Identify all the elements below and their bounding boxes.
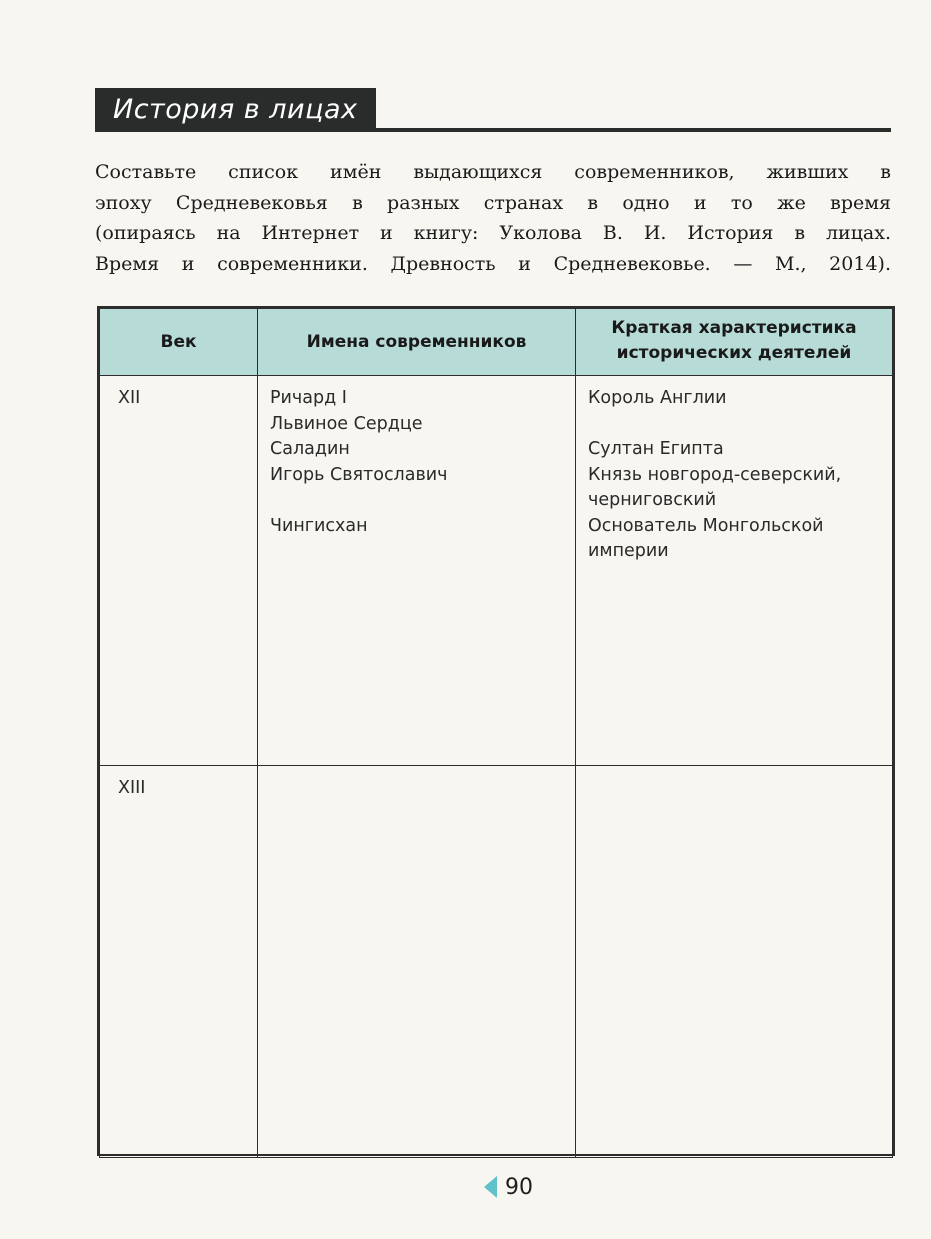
task-line: (опираясь на Интернет и книгу: Уколова В. И. История в лицах. <box>95 222 891 244</box>
century-label: XIII <box>118 778 146 798</box>
table-row <box>100 376 893 766</box>
page-number: 90 <box>505 1174 533 1200</box>
task-line: Время и современники. Древность и Средневековье. — М., 2014). <box>95 252 891 275</box>
contemporaries-table-grid <box>99 308 893 1158</box>
century-cell <box>100 766 258 1158</box>
name-entry: Львиное Сердце <box>270 413 423 434</box>
header-description <box>576 309 893 376</box>
page-footer <box>484 1172 533 1202</box>
header-description-line: исторических деятелей <box>616 343 852 363</box>
table-row <box>100 766 893 1158</box>
description-cell-empty[interactable] <box>576 766 893 1158</box>
header-century: Век <box>100 309 258 376</box>
name-entry: Игорь Святославич <box>270 464 448 485</box>
table-header-row <box>100 309 893 376</box>
names-cell-empty[interactable] <box>258 766 576 1158</box>
description-entry: Король Англии <box>588 388 727 408</box>
header-names: Имена современников <box>258 309 576 376</box>
century-cell <box>100 376 258 766</box>
description-entry: Князь новгород-северский, <box>588 464 842 485</box>
section-header <box>95 88 891 134</box>
task-line: эпоху Средневековья в разных странах в одно и то же время <box>95 191 891 214</box>
name-entry <box>270 488 563 514</box>
task-line: Составьте список имён выдающихся современников, живших в <box>95 161 891 183</box>
name-entry: Саладин <box>270 439 350 459</box>
contemporaries-table <box>97 306 895 1156</box>
name-entry: Ричард I <box>270 388 347 408</box>
description-entry: Султан Египта <box>588 439 724 459</box>
description-entry <box>588 412 880 438</box>
century-label: XII <box>118 388 141 408</box>
page-arrow-icon <box>484 1176 497 1198</box>
description-entry: Основатель Монгольской <box>588 515 824 536</box>
task-text <box>95 157 891 279</box>
description-entry: империи <box>588 541 669 561</box>
section-title: История в лицах <box>95 88 376 132</box>
description-entry: черниговский <box>588 490 717 510</box>
description-cell[interactable] <box>576 376 893 766</box>
name-entry: Чингисхан <box>270 515 368 536</box>
names-cell[interactable] <box>258 376 576 766</box>
header-description-line: Краткая характеристика <box>611 317 857 338</box>
